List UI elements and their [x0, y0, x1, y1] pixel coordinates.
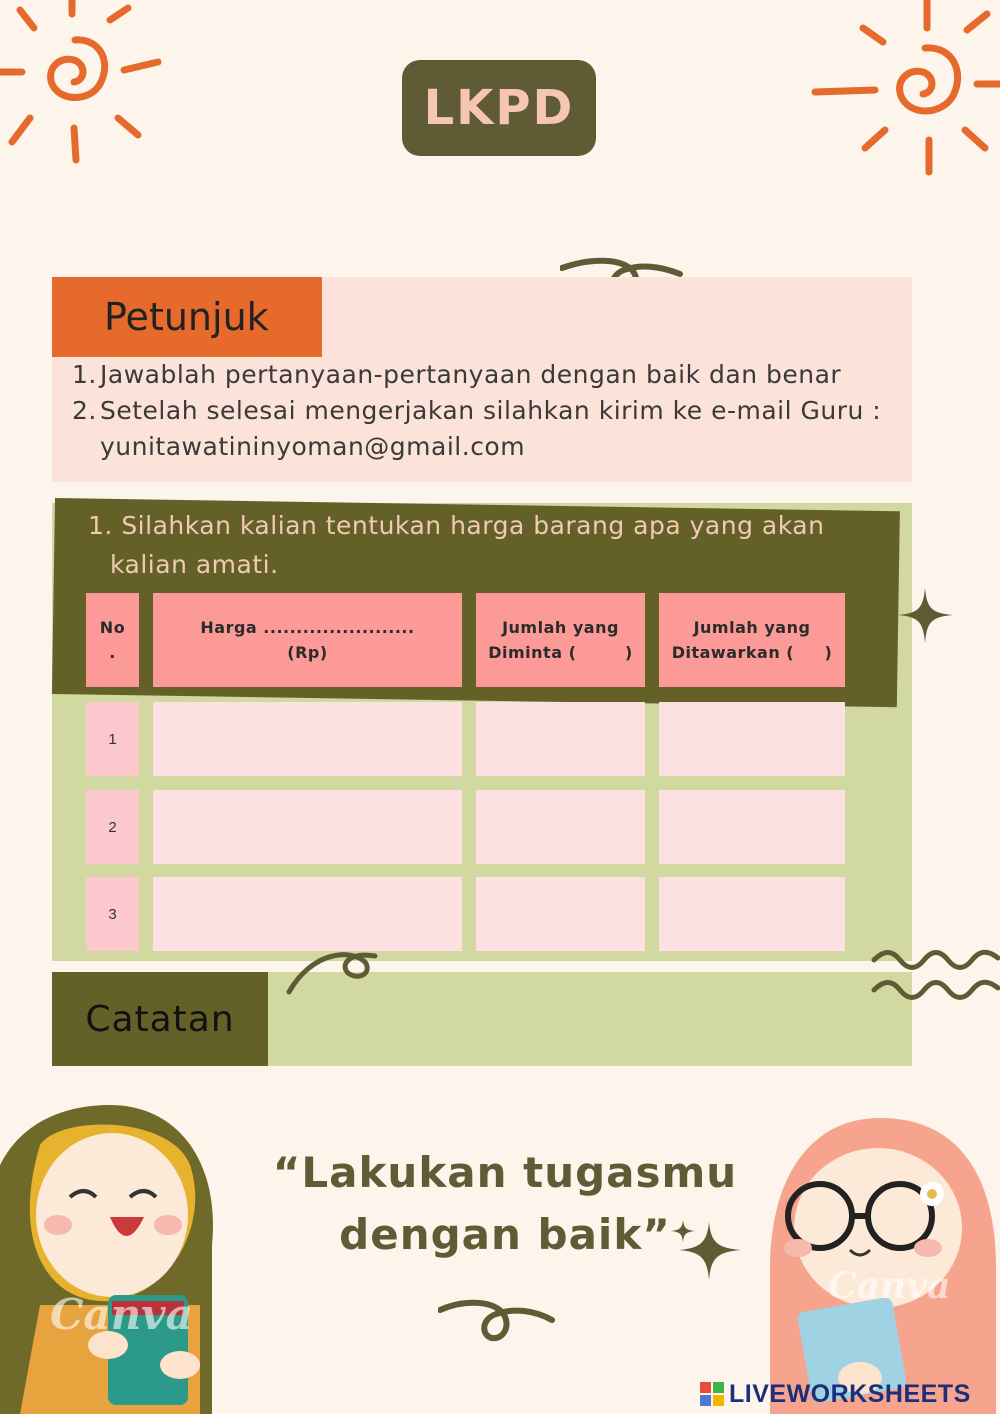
- sun-left-decoration: [0, 0, 170, 170]
- row-number: 1: [86, 702, 139, 776]
- sun-right-decoration: [805, 0, 1000, 180]
- canva-watermark: Canva: [50, 1290, 193, 1339]
- table-header-harga: Harga ....................... (Rp): [153, 593, 462, 687]
- girl-illustration-left: [0, 1105, 225, 1414]
- sparkle-icon: [898, 588, 953, 643]
- ditawarkan-input-cell[interactable]: [659, 702, 845, 776]
- instruction-item: 1. Jawablah pertanyaan-pertanyaan dengan baik dan benar: [72, 360, 842, 389]
- motivational-quote: “Lakukan tugasmu dengan baik”: [272, 1148, 738, 1259]
- instruction-item: 2. Setelah selesai mengerjakan silahkan kirim ke e-mail Guru :: [72, 396, 882, 425]
- wave-decoration: [870, 946, 1000, 1006]
- canva-watermark: Canva: [828, 1265, 951, 1307]
- task-question: 1. Silahkan kalian tentukan harga barang apa yang akan kalian amati.: [88, 511, 825, 579]
- page-title: LKPD: [423, 80, 575, 136]
- liveworksheets-label: LIVEWORKSHEETS: [729, 1379, 971, 1408]
- table-header-no: No .: [86, 593, 139, 687]
- swirl-decoration: [438, 1298, 556, 1346]
- row-number: 2: [86, 790, 139, 864]
- diminta-input-cell[interactable]: [476, 790, 645, 864]
- harga-input-cell[interactable]: [153, 702, 462, 776]
- harga-input-cell[interactable]: [153, 877, 462, 951]
- sparkle-icon: [665, 1212, 745, 1282]
- row-number: 3: [86, 877, 139, 951]
- swirl-decoration: [285, 944, 380, 996]
- diminta-input-cell[interactable]: [476, 877, 645, 951]
- teacher-email[interactable]: yunitawatininyoman@gmail.com: [100, 432, 526, 461]
- ditawarkan-input-cell[interactable]: [659, 790, 845, 864]
- harga-input-cell[interactable]: [153, 790, 462, 864]
- liveworksheets-logo[interactable]: [700, 1378, 971, 1410]
- title-box: [402, 60, 596, 156]
- ditawarkan-input-cell[interactable]: [659, 877, 845, 951]
- table-header-jumlah-ditawarkan: Jumlah yang Ditawarkan ( ): [659, 593, 845, 687]
- notes-heading: Catatan: [52, 972, 268, 1066]
- instructions-heading: Petunjuk: [52, 277, 322, 357]
- liveworksheets-icon: [700, 1382, 724, 1406]
- table-header-jumlah-diminta: Jumlah yang Diminta ( ): [476, 593, 645, 687]
- diminta-input-cell[interactable]: [476, 702, 645, 776]
